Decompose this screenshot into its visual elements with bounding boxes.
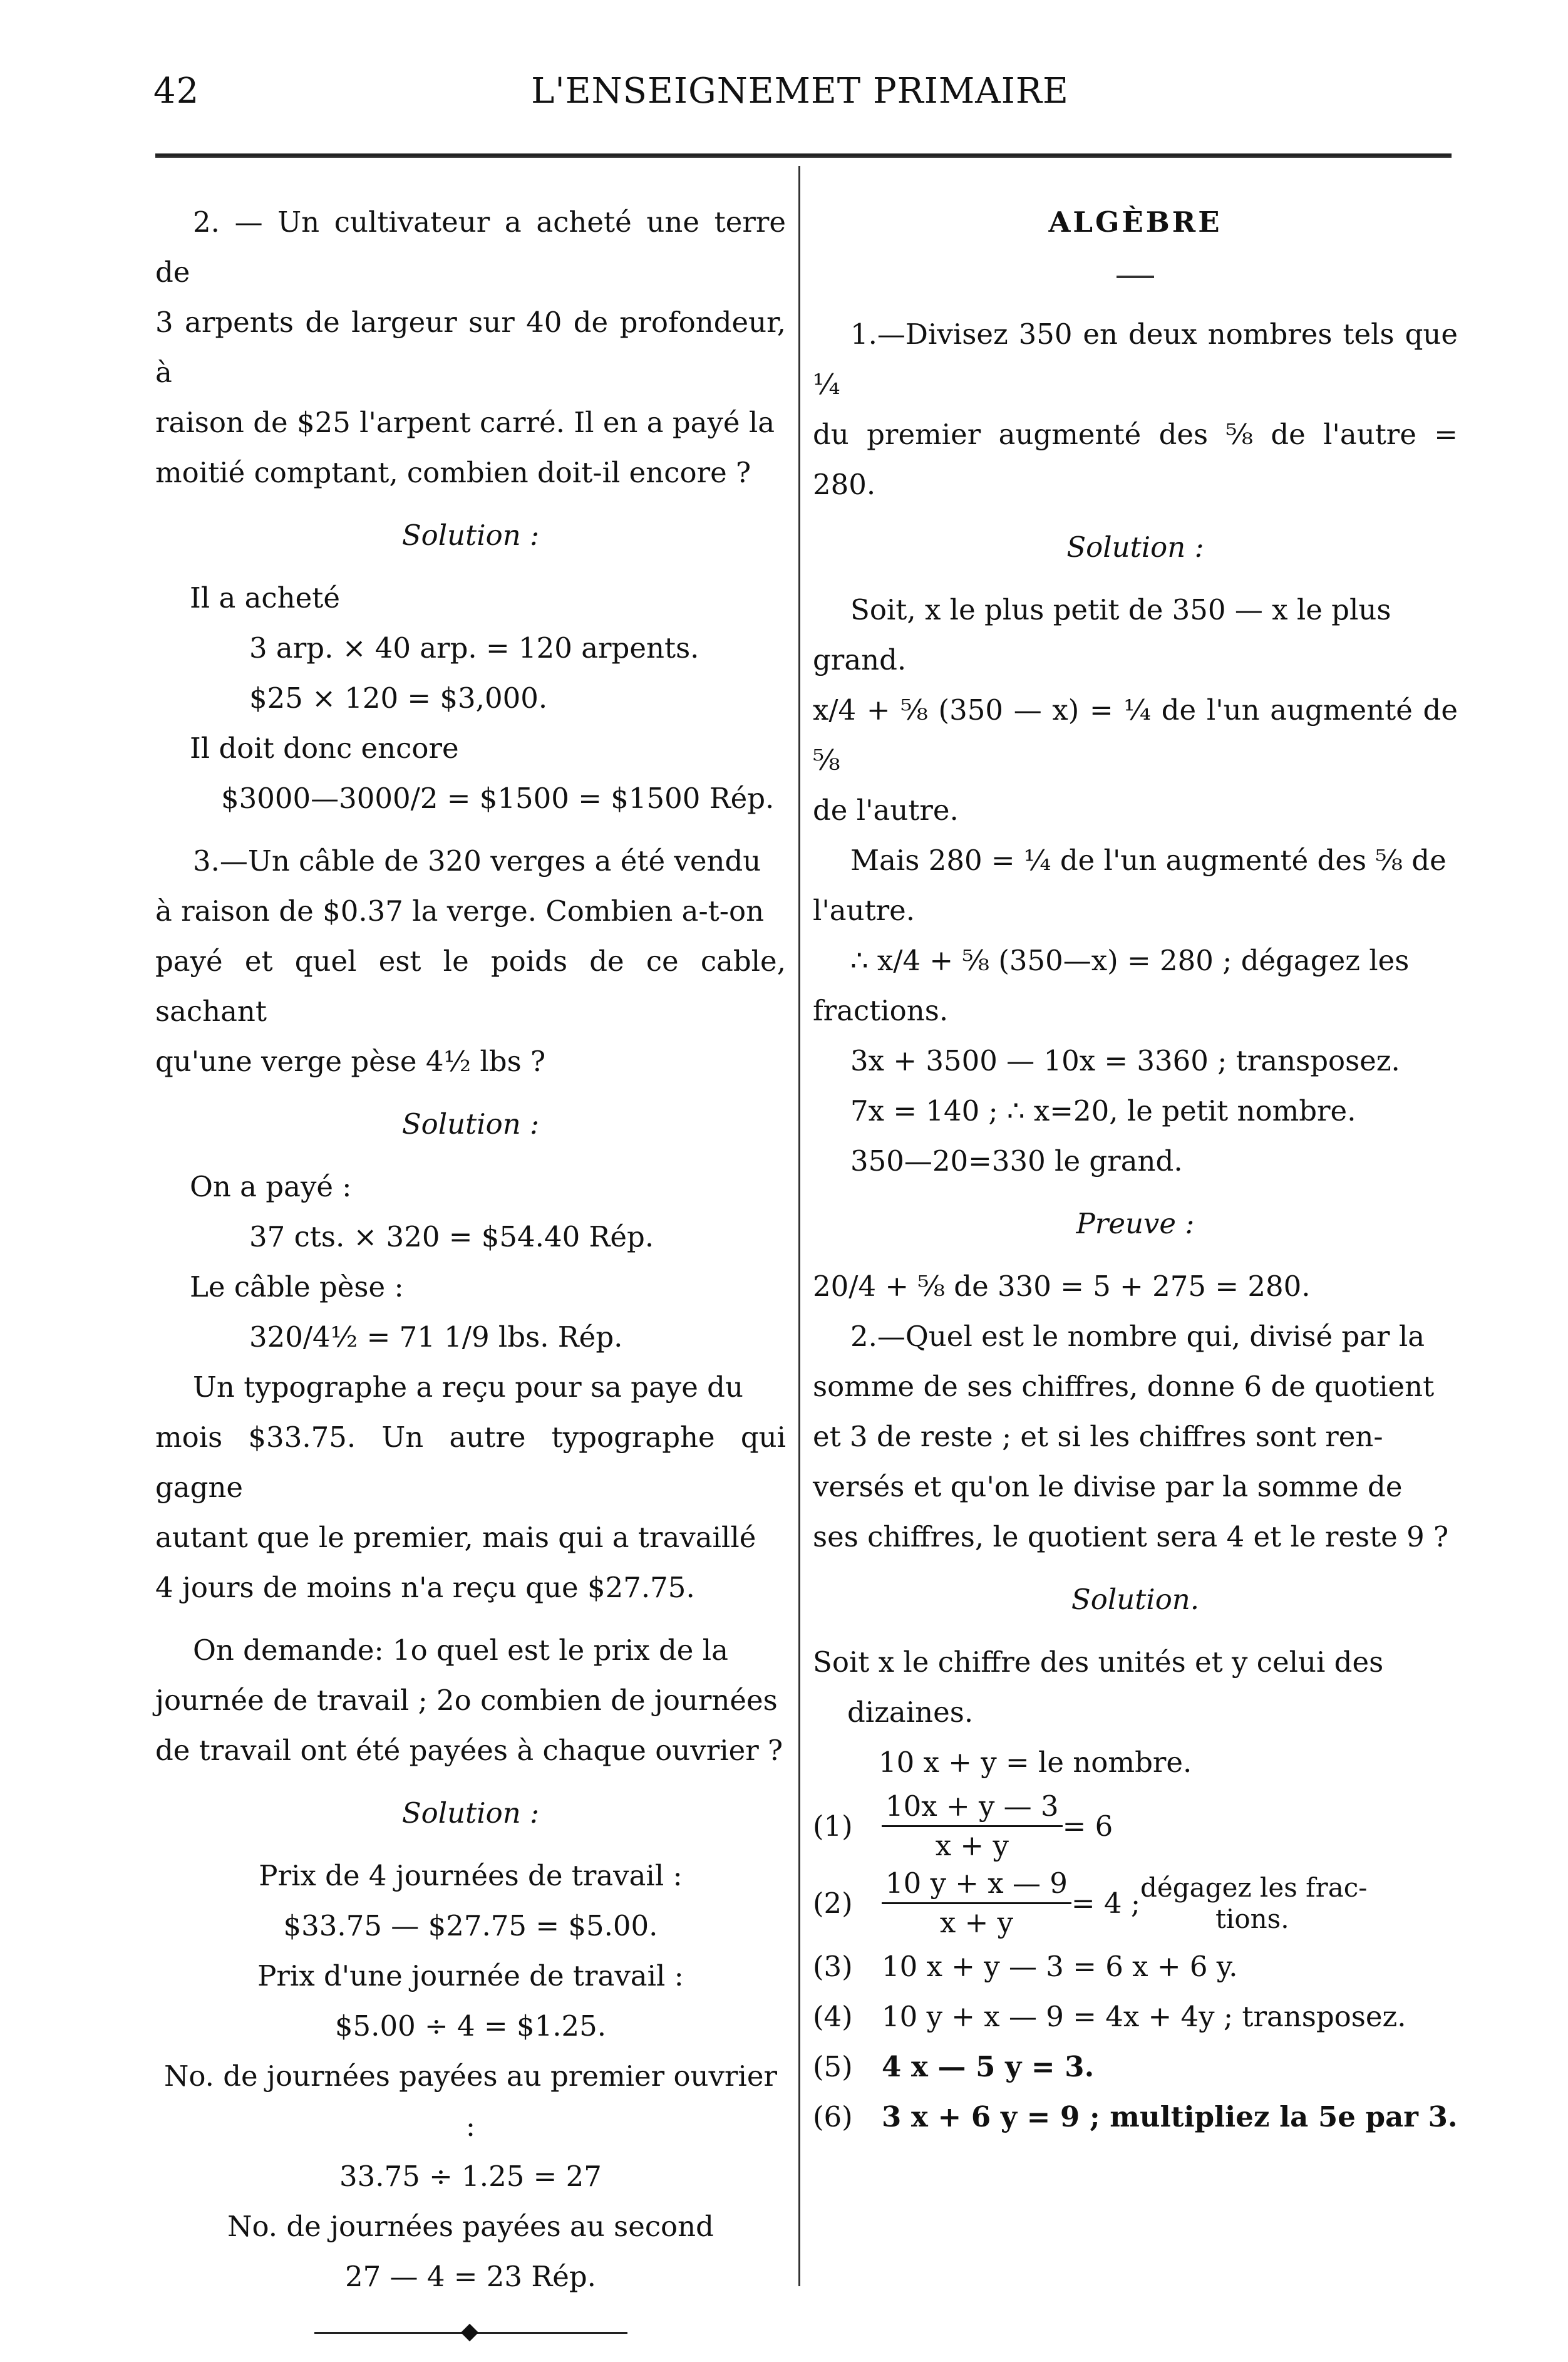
solution-line: On a payé : xyxy=(190,1170,352,1203)
text-line: 10 x + y = le nombre. xyxy=(879,1746,1192,1779)
right-column xyxy=(813,197,1458,2142)
denominator: x + y xyxy=(939,1906,1014,1939)
text-line: fractions. xyxy=(813,994,949,1027)
solution-line: Le câble pèse : xyxy=(190,1270,404,1303)
solution-line: Prix de 4 journées de travail : xyxy=(259,1859,683,1892)
text-line: On demande: 1o quel est le prix de la xyxy=(193,1634,728,1667)
problem-3 xyxy=(155,836,786,1087)
numerator: 10x + y — 3 xyxy=(882,1788,1063,1827)
page-number: 42 xyxy=(153,71,200,111)
end-ornament xyxy=(314,2321,627,2346)
text-line: journée de travail ; 2o combien de journées xyxy=(155,1684,778,1717)
solution-line: Il doit donc encore xyxy=(190,732,459,765)
running-title: L'ENSEIGNEMET PRIMAIRE xyxy=(531,71,1069,111)
solution-line: 320/4½ = 71 1/9 lbs. Rép. xyxy=(249,1320,623,1354)
instruction-line: tions. xyxy=(1215,1903,1289,1934)
algebra-question-1 xyxy=(813,309,1458,510)
equation-1 xyxy=(813,1788,1458,1865)
equation-rhs: = 6 xyxy=(1062,1809,1113,1843)
equation-number: (2) xyxy=(813,1886,853,1920)
text-line: mois $33.75. Un autre typographe qui gagne xyxy=(155,1421,786,1504)
solution-heading: Solution : xyxy=(401,1796,540,1830)
text-line: 2. — Un cultivateur a acheté une terre de xyxy=(155,205,786,289)
equation-number: (6) xyxy=(813,2100,853,2133)
text-line: autant que le premier, mais qui a travaillé xyxy=(155,1521,756,1554)
numerator: 10 y + x — 9 xyxy=(882,1865,1071,1904)
title-dash xyxy=(1117,276,1154,278)
equation-5 xyxy=(813,2042,1458,2092)
equation-number: (4) xyxy=(813,2000,853,2033)
solution-line: 37 cts. × 320 = $54.40 Rép. xyxy=(249,1220,654,1253)
text-line: 3 arpents de largeur sur 40 de profondeur, à xyxy=(155,306,786,389)
equation-text: 10 y + x — 9 = 4x + 4y ; transposez. xyxy=(882,2000,1406,2033)
text-line: Mais 280 = ¼ de l'un augmenté des ⅝ de xyxy=(850,844,1447,877)
text-line: Soit, x le plus petit de 350 — x le plus xyxy=(850,593,1391,626)
text-line: dizaines. xyxy=(847,1696,974,1729)
text-line: x/4 + ⅝ (350 — x) = ¼ de l'un augmenté de ⅝ xyxy=(813,693,1458,777)
text-line: et 3 de reste ; et si les chiffres sont ren- xyxy=(813,1420,1383,1453)
text-line: Un typographe a reçu pour sa paye du xyxy=(193,1370,743,1404)
left-column xyxy=(155,197,786,2346)
solution-line: $25 × 120 = $3,000. xyxy=(249,681,548,715)
solution-line: $3000—3000/2 = $1500 = $1500 Rép. xyxy=(221,782,775,815)
equation-text: 3 x + 6 y = 9 ; multipliez la 5e par 3. xyxy=(882,2100,1458,2133)
instruction-line: dégagez les frac- xyxy=(1140,1872,1368,1903)
header-rule xyxy=(155,153,1452,158)
proof-heading: Preuve : xyxy=(1076,1207,1195,1240)
text-line: l'autre. xyxy=(813,894,916,927)
fraction xyxy=(882,1788,1063,1865)
solution-heading: Solution : xyxy=(1066,531,1204,564)
text-line: 3.—Un câble de 320 verges a été vendu xyxy=(193,844,761,878)
equation-text: 4 x — 5 y = 3. xyxy=(882,2050,1095,2083)
equation-text: 10 x + y — 3 = 6 x + 6 y. xyxy=(882,1950,1238,1983)
problem-4-question xyxy=(155,1625,786,1776)
proof-line: 20/4 + ⅝ de 330 = 5 + 275 = 280. xyxy=(813,1270,1311,1303)
text-line: ∴ x/4 + ⅝ (350—x) = 280 ; dégagez les xyxy=(850,944,1410,977)
algebra-solution-1 xyxy=(813,585,1458,1186)
solution-line: 3 arp. × 40 arp. = 120 arpents. xyxy=(249,631,699,665)
solution-line: $33.75 — $27.75 = $5.00. xyxy=(283,1909,658,1942)
fraction xyxy=(882,1865,1071,1942)
solution-line: 33.75 ÷ 1.25 = 27 xyxy=(339,2160,602,2193)
text-line: 1.—Divisez 350 en deux nombres tels que ¼ xyxy=(813,318,1458,401)
solution-line: No. de journées payées au second xyxy=(227,2210,714,2243)
text-line: somme de ses chiffres, donne 6 de quotient xyxy=(813,1370,1435,1403)
text-line: versés et qu'on le divise par la somme de xyxy=(813,1470,1403,1503)
solution-line: Prix d'une journée de travail : xyxy=(257,1959,684,1992)
problem-4 xyxy=(155,1362,786,1613)
text-line: 4 jours de moins n'a reçu que $27.75. xyxy=(155,1571,695,1604)
text-line: Soit x le chiffre des unités et y celui des xyxy=(813,1645,1384,1679)
text-line: de l'autre. xyxy=(813,794,959,827)
text-line: grand. xyxy=(813,643,907,676)
equation-6 xyxy=(813,2092,1458,2142)
solution-heading: Solution : xyxy=(401,1107,540,1141)
solution-heading: Solution. xyxy=(1071,1583,1200,1616)
solution-line: No. de journées payées au premier ouvrier : xyxy=(163,2059,778,2143)
equation-number: (5) xyxy=(813,2050,853,2083)
denominator: x + y xyxy=(935,1829,1009,1862)
equation-number: (3) xyxy=(813,1950,853,1983)
text-line: du premier augmenté des ⅝ de l'autre = 280. xyxy=(813,418,1458,501)
solution-line: 27 — 4 = 23 Rép. xyxy=(344,2260,596,2293)
text-line: 7x = 140 ; ∴ x=20, le petit nombre. xyxy=(850,1094,1356,1127)
text-line: 2.—Quel est le nombre qui, divisé par la xyxy=(850,1320,1425,1353)
solution-line: $5.00 ÷ 4 = $1.25. xyxy=(334,2009,607,2043)
equation-4 xyxy=(813,1992,1458,2042)
equation-2 xyxy=(813,1865,1458,1942)
text-line: à raison de $0.37 la verge. Combien a-t-on xyxy=(155,894,765,928)
equation-rhs: = 4 ; xyxy=(1071,1886,1141,1920)
section-title: ALGÈBRE xyxy=(1048,205,1222,239)
equation-instruction xyxy=(1140,1872,1367,1935)
algebra-question-2 xyxy=(813,1312,1458,1562)
solution-heading: Solution : xyxy=(401,519,540,552)
text-line: 3x + 3500 — 10x = 3360 ; transposez. xyxy=(850,1044,1400,1077)
column-divider xyxy=(798,166,800,2286)
ornament-diamond-icon xyxy=(460,2324,478,2341)
text-line: ses chiffres, le quotient sera 4 et le reste 9 ? xyxy=(813,1520,1449,1553)
text-line: raison de $25 l'arpent carré. Il en a payé la xyxy=(155,406,775,439)
page-header xyxy=(147,66,1453,122)
text-line: 350—20=330 le grand. xyxy=(850,1144,1183,1178)
solution-line: Il a acheté xyxy=(190,581,340,614)
text-line: de travail ont été payées à chaque ouvrier ? xyxy=(155,1734,783,1767)
problem-2 xyxy=(155,197,786,498)
text-line: payé et quel est le poids de ce cable, sachant xyxy=(155,945,786,1028)
equation-number: (1) xyxy=(813,1809,853,1843)
text-line: moitié comptant, combien doit-il encore ? xyxy=(155,456,751,489)
equation-3 xyxy=(813,1942,1458,1992)
text-line: qu'une verge pèse 4½ lbs ? xyxy=(155,1045,546,1078)
